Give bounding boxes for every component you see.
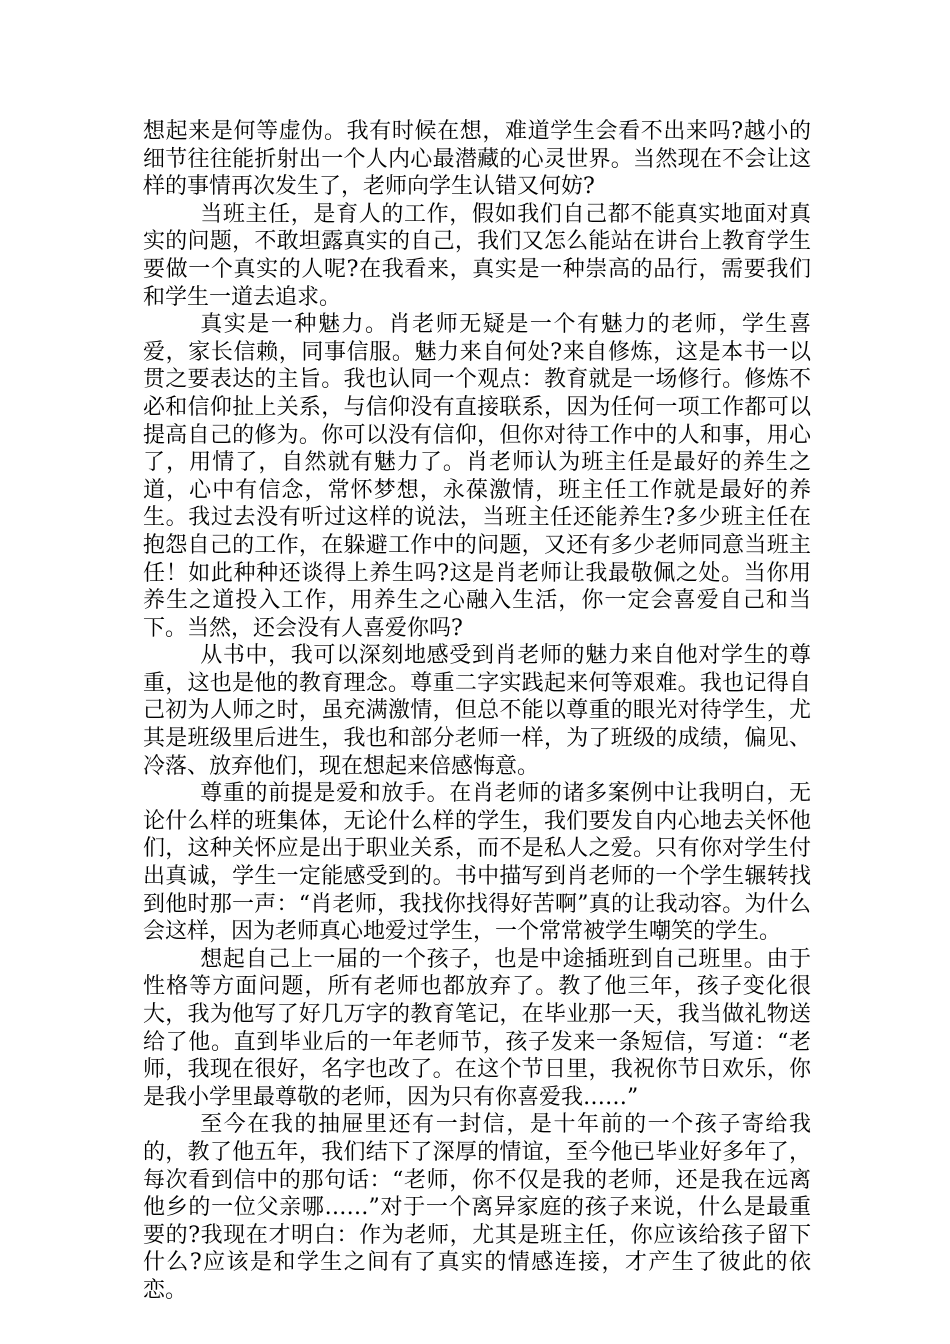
paragraph: 当班主任，是育人的工作，假如我们自己都不能真实地面对真实的问题，不敢坦露真实的自己，我们又怎么能站在讲台上教育学生要做一个真实的人呢?在我看来，真实是一种崇高的品行，需要我们和学生一道去追求。 (143, 201, 811, 310)
document-body (143, 118, 811, 1305)
paragraph-continuation: 想起来是何等虚伪。我有时候在想，难道学生会看不出来吗?越小的细节往往能折射出一个人内心最潜藏的心灵世界。当然现在不会让这样的事情再次发生了，老师向学生认错又何妨? (143, 119, 811, 200)
paragraph: 想起自己上一届的一个孩子，也是中途插班到自己班里。由于性格等方面问题，所有老师也都放弃了。教了他三年，孩子变化很大，我为他写了好几万字的教育笔记，在毕业那一天，我当做礼物送给了他。直到毕业后的一年老师节，孩子发来一条短信，写道：“老师，我现在很好，名字也改了。在这个节日里，我祝你节日欢乐，你是我小学里最尊敬的老师，因为只有你喜爱我……” (143, 946, 811, 1110)
paragraph: 真实是一种魅力。肖老师无疑是一个有魅力的老师，学生喜爱，家长信赖，同事信服。魅力来自何处?来自修炼，这是本书一以贯之要表达的主旨。我也认同一个观点：教育就是一场修行。修炼不必和信仰扯上关系，与信仰没有直接联系，因为任何一项工作都可以提高自己的修为。你可以没有信仰，但你对待工作中的人和事，用心了，用情了，自然就有魅力了。肖老师认为班主任是最好的养生之道，心中有信念，常怀梦想，永葆激情，班主任工作就是最好的养生。我过去没有听过这样的说法，当班主任还能养生?多少班主任在抱怨自己的工作，在躲避工作中的问题，又还有多少老师同意当班主任！如此种种还谈得上养生吗?这是肖老师让我最敬佩之处。当你用养生之道投入工作，用养生之心融入生活，你一定会喜爱自己和当下。当然，还会没有人喜爱你吗? (143, 312, 811, 641)
paragraph: 尊重的前提是爱和放手。在肖老师的诸多案例中让我明白，无论什么样的班集体，无论什么样的学生，我们要发自内心地去关怀他们，这种关怀应是出于职业关系，而不是私人之爱。只有你对学生付出真诚，学生一定能感受到的。书中描写到肖老师的一个学生辗转找到他时那一声：“肖老师，我找你找得好苦啊”真的让我动容。为什么会这样，因为老师真心地爱过学生，一个常常被学生嘲笑的学生。 (143, 781, 811, 945)
paragraph: 从书中，我可以深刻地感受到肖老师的魅力来自他对学生的尊重，这也是他的教育理念。尊重二字实践起来何等艰难。我也记得自己初为人师之时，虽充满激情，但总不能以尊重的眼光对待学生，尤其是班级里后进生，我也和部分老师一样，为了班级的成绩，偏见、冷落、放弃他们，现在想起来倍感悔意。 (143, 643, 811, 779)
paragraph: 至今在我的抽屉里还有一封信，是十年前的一个孩子寄给我的，教了他五年，我们结下了深厚的情谊，至今他已毕业好多年了，每次看到信中的那句话：“老师，你不仅是我的老师，还是我在远离他乡的一位父亲哪……”对于一个离异家庭的孩子来说，什么是最重要的?我现在才明白：作为老师，尤其是班主任，你应该给孩子留下什么?应该是和学生之间有了真实的情感连接，才产生了彼此的依恋。 (143, 1112, 811, 1303)
